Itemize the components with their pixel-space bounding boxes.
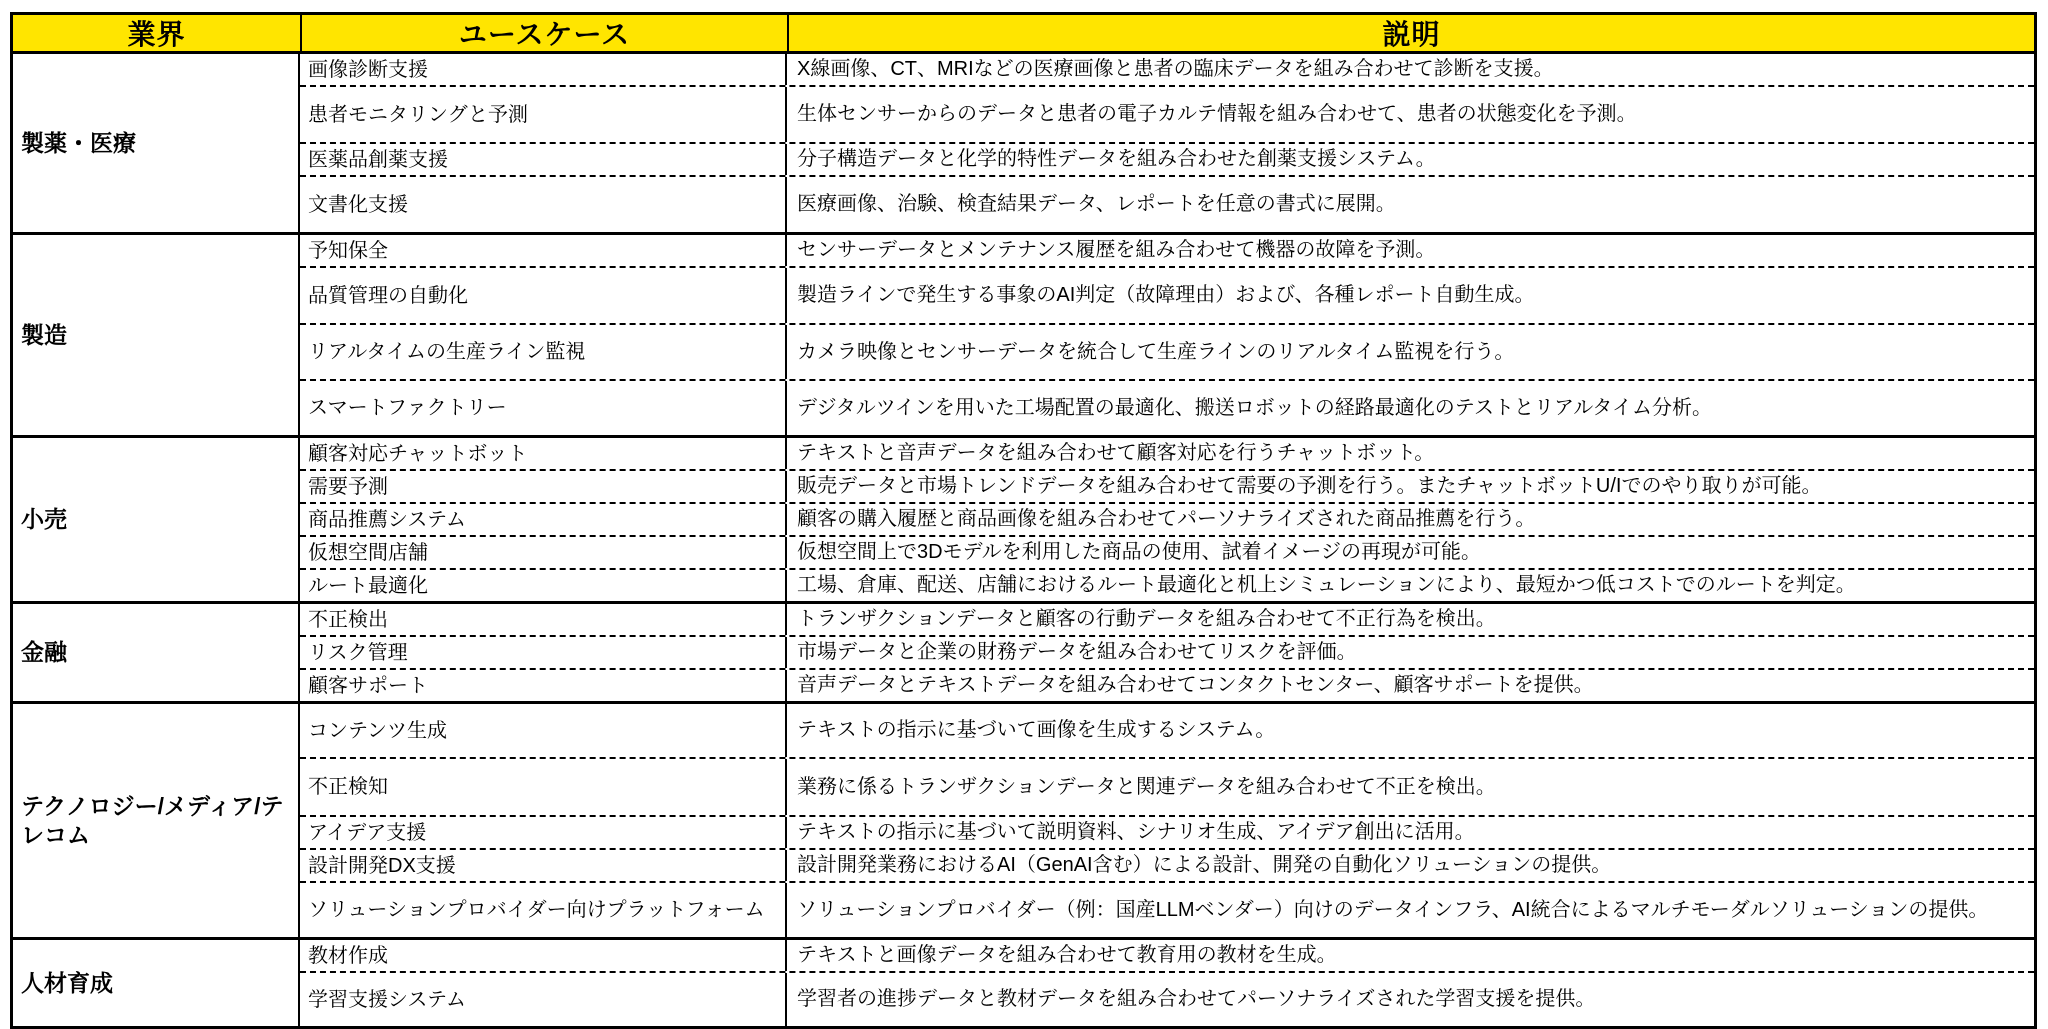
- table-row: [300, 757, 2034, 815]
- industry-group: [13, 937, 2034, 1026]
- table-row: [300, 568, 2034, 601]
- table-row: [300, 438, 2034, 469]
- description-cell: テキストの指示に基づいて画像を生成するシステム。: [797, 719, 1276, 741]
- industry-cell: 小売: [13, 438, 300, 601]
- usecase-cell: 仮想空間店舗: [300, 537, 787, 568]
- table-row: [300, 848, 2034, 881]
- table-header-row: [10, 12, 2037, 54]
- usecase-cell: スマートファクトリー: [300, 381, 787, 435]
- usecase-cell: アイデア支援: [300, 817, 787, 848]
- table-row: [300, 535, 2034, 568]
- description-cell: 販売データと市場トレンドデータを組み合わせて需要の予測を行う。またチャットボットU/Iでのやり取りが可能。: [797, 475, 1822, 497]
- description-cell: 顧客の購入履歴と商品画像を組み合わせてパーソナライズされた商品推薦を行う。: [797, 508, 1536, 530]
- usecase-cell: リアルタイムの生産ライン監視: [300, 325, 787, 379]
- usecase-cell: 予知保全: [300, 235, 787, 266]
- description-cell: 業務に係るトランザクションデータと関連データを組み合わせて不正を検出。: [797, 775, 1496, 798]
- usecase-cell: 商品推薦システム: [300, 504, 787, 535]
- usecase-cell: 教材作成: [300, 940, 787, 971]
- table-row: [300, 323, 2034, 379]
- description-cell: デジタルツインを用いた工場配置の最適化、搬送ロボットの経路最適化のテストとリアルタイム分析。: [797, 396, 1712, 419]
- description-cell: 工場、倉庫、配送、店舗におけるルート最適化と机上シミュレーションにより、最短かつ低コストでのルートを判定。: [797, 574, 1856, 596]
- table-row: [300, 971, 2034, 1026]
- table-row: [300, 235, 2034, 266]
- description-cell: 生体センサーからのデータと患者の電子カルテ情報を組み合わせて、患者の状態変化を予測。: [797, 103, 1637, 125]
- industry-group: [13, 701, 2034, 937]
- usecase-cell: 学習支援システム: [300, 973, 787, 1026]
- usecase-cell: ソリューションプロバイダー向けプラットフォーム: [300, 883, 787, 937]
- industry-cell: 人材育成: [13, 940, 300, 1026]
- header-cell-usecase: ユースケース: [300, 15, 787, 51]
- usecase-cell: 不正検出: [300, 604, 787, 635]
- table-row: [300, 502, 2034, 535]
- table-row: [300, 635, 2034, 668]
- industry-cell: 製薬・医療: [13, 54, 300, 232]
- usecase-cell: 患者モニタリングと予測: [300, 87, 787, 142]
- header-cell-industry: 業界: [127, 19, 186, 50]
- description-cell: 分子構造データと化学的特性データを組み合わせた創薬支援システム。: [797, 148, 1436, 170]
- usecase-cell: ルート最適化: [300, 570, 787, 601]
- table-row: [300, 815, 2034, 848]
- usecase-cell: 文書化支援: [300, 177, 787, 232]
- table-row: [300, 940, 2034, 971]
- description-cell: 設計開発業務におけるAI（GenAI含む）による設計、開発の自動化ソリューションの提供。: [797, 854, 1612, 876]
- description-cell: カメラ映像とセンサーデータを統合して生産ラインのリアルタイム監視を行う。: [797, 340, 1515, 363]
- usecase-cell: リスク管理: [300, 637, 787, 668]
- usecase-cell: 画像診断支援: [300, 54, 787, 85]
- description-cell: 学習者の進捗データと教材データを組み合わせてパーソナライズされた学習支援を提供。: [797, 988, 1596, 1010]
- description-cell: テキストの指示に基づいて説明資料、シナリオ生成、アイデア創出に活用。: [797, 821, 1475, 843]
- industry-group: [13, 54, 2034, 232]
- table-row: [300, 469, 2034, 502]
- usecase-cell: 医薬品創薬支援: [300, 144, 787, 175]
- industry-group: [13, 601, 2034, 701]
- table-row: [300, 85, 2034, 142]
- usecase-cell: 設計開発DX支援: [300, 850, 787, 881]
- table-row: [300, 142, 2034, 175]
- usecase-cell: 不正検知: [300, 759, 787, 815]
- description-cell: 製造ラインで発生する事象のAI判定（故障理由）および、各種レポート自動生成。: [797, 284, 1535, 306]
- table-row: [300, 704, 2034, 757]
- description-cell: センサーデータとメンテナンス履歴を組み合わせて機器の故障を予測。: [797, 239, 1436, 261]
- usecase-cell: 品質管理の自動化: [300, 268, 787, 323]
- table-row: [300, 175, 2034, 232]
- industry-cell: テクノロジー/メディア/テレコム: [13, 704, 300, 937]
- description-cell: X線画像、CT、MRIなどの医療画像と患者の臨床データを組み合わせて診断を支援。: [797, 58, 1554, 80]
- description-cell: ソリューションプロバイダー（例：国産LLMベンダー）向けのデータインフラ、AI統合によるマルチモーダルソリューションの提供。: [797, 898, 1989, 921]
- table-body: [10, 54, 2037, 1029]
- industry-group: [13, 435, 2034, 601]
- table-row: [300, 379, 2034, 435]
- usecase-cell: 需要予測: [300, 471, 787, 502]
- description-cell: 医療画像、治験、検査結果データ、レポートを任意の書式に展開。: [797, 193, 1396, 215]
- usecase-cell: 顧客サポート: [300, 670, 787, 701]
- table-row: [300, 54, 2034, 85]
- description-cell: 市場データと企業の財務データを組み合わせてリスクを評価。: [797, 641, 1357, 663]
- industry-group: [13, 232, 2034, 435]
- description-cell: 音声データとテキストデータを組み合わせてコンタクトセンター、顧客サポートを提供。: [797, 674, 1594, 696]
- description-cell: テキストと画像データを組み合わせて教育用の教材を生成。: [797, 944, 1337, 966]
- table-row: [300, 881, 2034, 937]
- table-row: [300, 266, 2034, 323]
- usecase-table: [10, 12, 2037, 1029]
- table-row: [300, 668, 2034, 701]
- description-cell: トランザクションデータと顧客の行動データを組み合わせて不正行為を検出。: [797, 608, 1496, 630]
- usecase-cell: コンテンツ生成: [300, 704, 787, 757]
- industry-cell: 製造: [13, 235, 300, 435]
- header-cell-description: 説明: [787, 15, 2034, 51]
- table-row: [300, 604, 2034, 635]
- description-cell: テキストと音声データを組み合わせて顧客対応を行うチャットボット。: [797, 442, 1435, 464]
- usecase-cell: 顧客対応チャットボット: [300, 438, 787, 469]
- industry-cell: 金融: [13, 604, 300, 701]
- description-cell: 仮想空間上で3Dモデルを利用した商品の使用、試着イメージの再現が可能。: [797, 541, 1481, 563]
